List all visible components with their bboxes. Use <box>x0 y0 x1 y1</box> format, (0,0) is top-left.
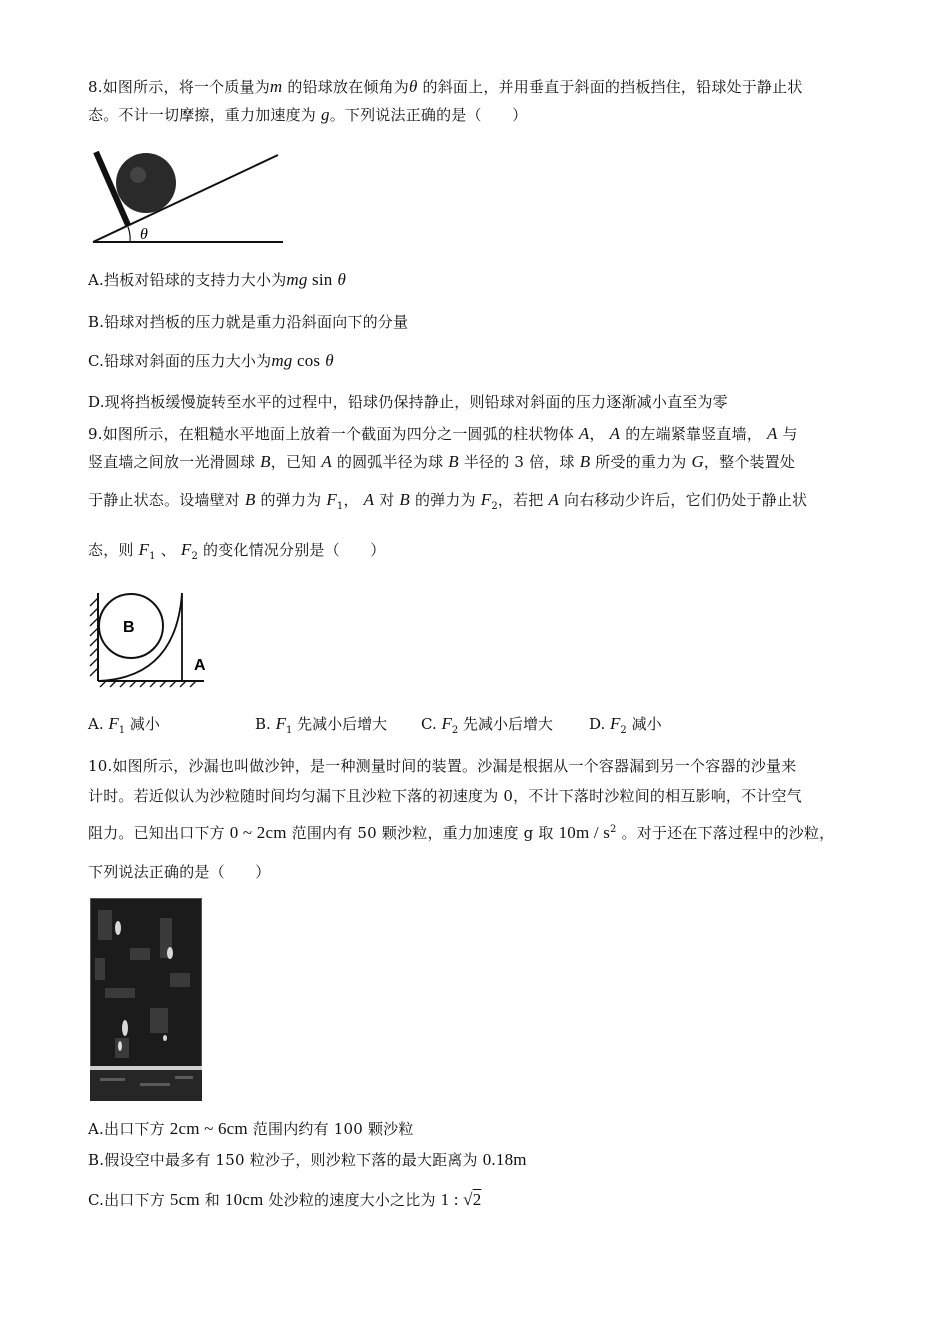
sqrt-symbol: √ <box>463 1190 473 1209</box>
q9-option-d: D. $F_2$ 减小 <box>589 714 662 736</box>
q10-stem-line1: 10.如图所示，沙漏也叫做沙钟，是一种测量时间的装置。沙漏是根据从一个容器漏到另一个容器的沙量来 <box>88 757 797 775</box>
q10-stem-line4: 下列说法正确的是（ ） <box>88 863 271 881</box>
q10-option-a: A.出口下方 2cm ~ 6cm 范围内约有 100 颗沙粒 <box>88 1119 414 1138</box>
q10-option-b: B.假设空中最多有 150 粒沙子，则沙粒下落的最大距离为 0.18m <box>88 1150 527 1169</box>
theta-label: θ <box>140 226 148 243</box>
lead-ball <box>116 153 176 213</box>
q8-option-b: B.铅球对挡板的压力就是重力沿斜面向下的分量 <box>88 313 409 331</box>
q9-stem-line4: 态，则 $F_1$ 、 $F_2$ 的变化情况分别是（ ） <box>88 540 386 562</box>
q8-option-c: C.铅球对斜面的压力大小为mg cos θ <box>88 351 334 370</box>
ball-b-label: B <box>123 619 135 636</box>
sphere-block-figure <box>86 588 216 688</box>
q8-option-d: D.现将挡板缓慢旋转至水平的过程中，铅球仍保持静止，则铅球对斜面的压力逐渐减小直至为零 <box>88 393 728 411</box>
block-a-label: A <box>194 657 206 674</box>
incline-figure <box>88 145 288 250</box>
q9-stem-line3: 于静止状态。设墙壁对 B 的弹力为 $F_1$， A 对 B 的弹力为 $F_2$，若把 A 向右移动少许后，它们仍处于静止状 <box>88 490 808 512</box>
q10-stem-line3: 阻力。已知出口下方 0 ~ 2cm 范围内有 50 颗沙粒，重力加速度 g 取 $10m / s^2$ 。对于还在下落过程中的沙粒， <box>88 823 835 842</box>
q10-stem-line2: 计时。若近似认为沙粒随时间均匀漏下且沙粒下落的初速度为 0，不计下落时沙粒间的相互影响，不计空气 <box>88 787 802 805</box>
quarter-arc-block <box>98 593 182 681</box>
q8-stem-line2: 态。不计一切摩擦，重力加速度为 g。下列说法正确的是（ ） <box>88 105 528 124</box>
q9-stem-line1: 9.如图所示，在粗糙水平地面上放着一个截面为四分之一圆弧的柱状物体 A， A 的左端紧靠竖直墙， A 与 <box>88 424 798 443</box>
q10-option-c: C.出口下方 5cm 和 10cm 处沙粒的速度大小之比为 1 : √2 <box>88 1190 482 1209</box>
q9-option-c: C. $F_2$ 先减小后增大 <box>421 714 554 736</box>
q9-option-b: B. $F_1$ 先减小后增大 <box>255 714 388 736</box>
q8-stem-line1: 8.如图所示，将一个质量为m 的铅球放在倾角为θ 的斜面上，并用垂直于斜面的挡板挡住，铅球处于静止状 <box>88 77 803 96</box>
q9-stem-line2: 竖直墙之间放一光滑圆球 B，已知 A 的圆弧半径为球 B 半径的 3 倍，球 B 所受的重力为 G，整个装置处 <box>88 452 796 471</box>
q8-option-a: A.挡板对铅球的支持力大小为mg sin θ <box>88 270 347 289</box>
q9-option-a: A. $F_1$ 减小 <box>88 714 160 736</box>
sand-photo <box>90 898 202 1101</box>
